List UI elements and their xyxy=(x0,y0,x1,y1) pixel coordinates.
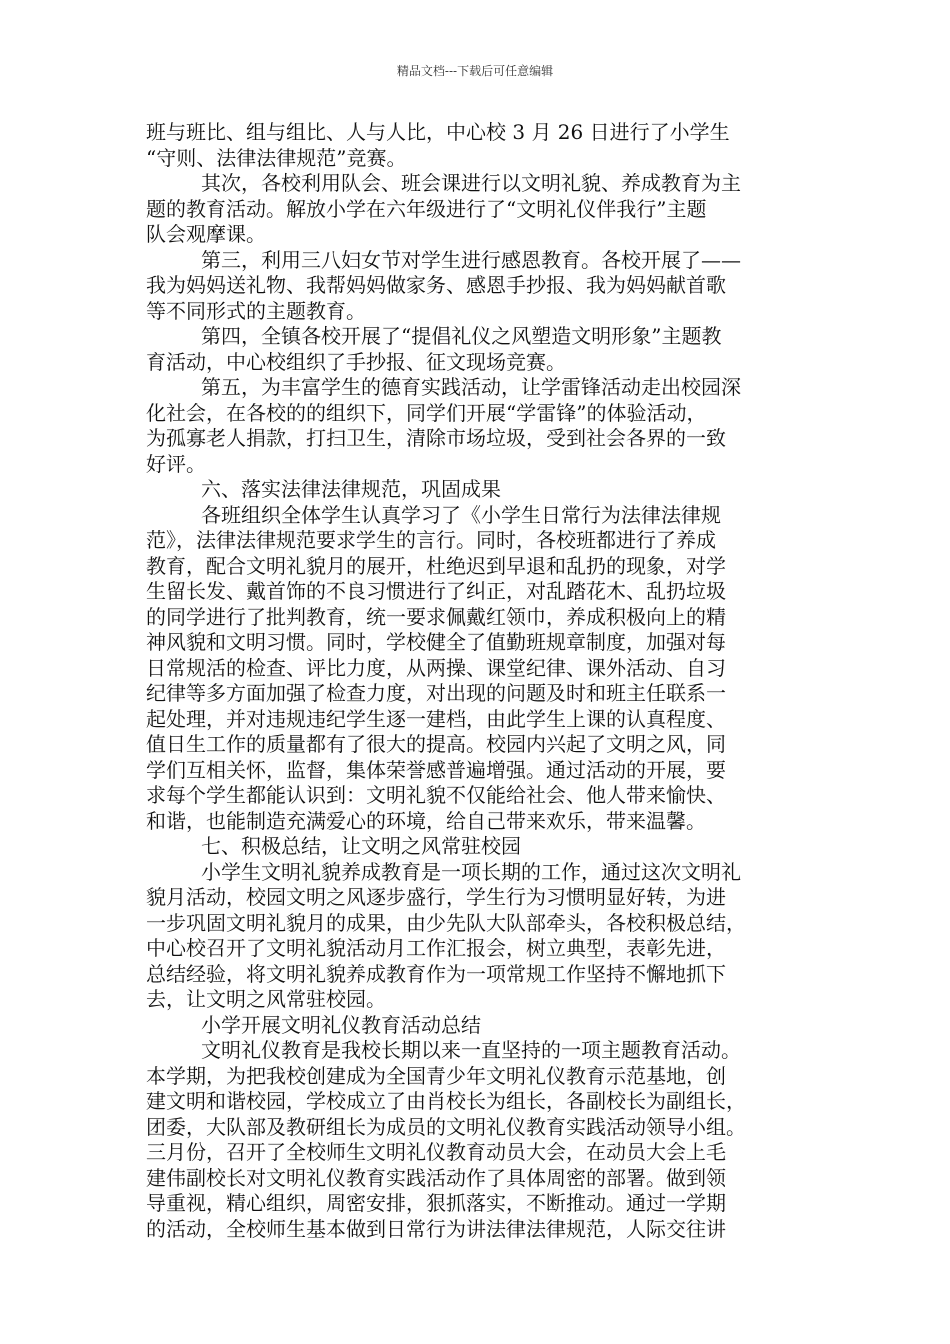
text-line: 育活动，中心校组织了手抄报、征文现场竞赛。 xyxy=(146,349,566,374)
text-line: 和谐，也能制造充满爱心的环境，给自己带来欢乐，带来温馨。 xyxy=(146,808,706,833)
text-line: 七、积极总结，让文明之风常驻校园 xyxy=(201,834,521,858)
text-line: 我为妈妈送礼物、我帮妈妈做家务、感恩手抄报、我为妈妈献首歌 xyxy=(146,273,726,297)
text-line: 队会观摩课。 xyxy=(146,222,266,246)
text-line: 貌月活动，校园文明之风逐步盛行，学生行为习惯明显好转，为进 xyxy=(146,885,726,909)
text-line: 第三，利用三八妇女节对学生进行感恩教育。各校开展了—— xyxy=(201,247,741,272)
text-line: 神风貌和文明习惯。同时，学校健全了值勤班规章制度，加强对每 xyxy=(146,630,726,654)
text-line: 为孤寡老人捐款，打扫卫生，清除市场垃圾，受到社会各界的一致 xyxy=(146,426,726,450)
text-line: 班与班比、组与组比、人与人比，中心校 3 月 26 日进行了小学生 xyxy=(146,120,730,144)
text-line: 一步巩固文明礼貌月的成果，由少先队大队部牵头，各校积极总结， xyxy=(146,910,746,935)
text-line: 其次，各校利用队会、班会课进行以文明礼貌、养成教育为主 xyxy=(201,171,741,195)
text-line: 团委，大队部及教研组长为成员的文明礼仪教育实践活动领导小组。 xyxy=(146,1114,746,1139)
text-line: 学们互相关怀，监督，集体荣誉感普遍增强。通过活动的开展，要 xyxy=(146,757,726,782)
text-line: 中心校召开了文明礼貌活动月工作汇报会，树立典型，表彰先进， xyxy=(146,936,726,960)
text-line: 生留长发、戴首饰的不良习惯进行了纠正，对乱踏花木、乱扔垃圾 xyxy=(146,579,726,603)
text-line: 等不同形式的主题教育。 xyxy=(146,298,366,323)
text-line: 起处理，并对违规违纪学生逐一建档，由此学生上课的认真程度、 xyxy=(146,706,726,731)
text-line: “守则、法律法律规范”竞赛。 xyxy=(146,145,407,170)
text-line: 本学期，为把我校创建成为全国青少年文明礼仪教育示范基地，创 xyxy=(146,1063,726,1088)
text-line: 导重视，精心组织，周密安排，狠抓落实，不断推动。通过一学期 xyxy=(146,1191,726,1215)
text-line: 的活动，全校师生基本做到日常行为讲法律法律规范，人际交往讲 xyxy=(146,1216,726,1241)
text-line: 去，让文明之风常驻校园。 xyxy=(146,987,386,1011)
text-line: 总结经验，将文明礼貌养成教育作为一项常规工作坚持不懈地抓下 xyxy=(146,961,726,986)
text-line: 日常规活的检查、评比力度，从两操、课堂纪律、课外活动、自习 xyxy=(146,655,726,680)
text-line: 六、落实法律法律规范，巩固成果 xyxy=(201,477,501,501)
text-line: 三月份，召开了全校师生文明礼仪教育动员大会，在动员大会上毛 xyxy=(146,1140,726,1164)
text-line: 小学生文明礼貌养成教育是一项长期的工作，通过这次文明礼 xyxy=(201,859,741,884)
text-line: 好评。 xyxy=(146,451,206,476)
document-body xyxy=(146,120,812,1242)
text-line: 范》，法律法律规范要求学生的言行。同时，各校班都进行了养成 xyxy=(146,528,716,552)
text-line: 文明礼仪教育是我校长期以来一直坚持的一项主题教育活动。 xyxy=(201,1038,741,1062)
text-line: 小学开展文明礼仪教育活动总结 xyxy=(201,1012,481,1037)
text-line: 求每个学生都能认识到：文明礼貌不仅能给社会、他人带来愉快、 xyxy=(146,783,726,807)
text-line: 第五，为丰富学生的德育实践活动，让学雷锋活动走出校园深 xyxy=(201,375,741,399)
text-line: 第四，全镇各校开展了“提倡礼仪之风塑造文明形象”主题教 xyxy=(201,324,722,348)
text-line: 化社会，在各校的的组织下，同学们开展“学雷锋”的体验活动， xyxy=(146,400,707,425)
text-line: 各班组织全体学生认真学习了《小学生日常行为法律法律规 xyxy=(201,502,721,527)
text-line: 建伟副校长对文明礼仪教育实践活动作了具体周密的部署。做到领 xyxy=(146,1165,726,1190)
text-line: 值日生工作的质量都有了很大的提高。校园内兴起了文明之风，同 xyxy=(146,732,726,756)
text-line: 题的教育活动。解放小学在六年级进行了“文明礼仪伴我行”主题 xyxy=(146,196,707,221)
text-line: 纪律等多方面加强了检查力度，对出现的问题及时和班主任联系一 xyxy=(146,681,726,705)
page-header: 精品文档---下载后可任意编辑 xyxy=(396,64,554,78)
text-line: 建文明和谐校园，学校成立了由肖校长为组长，各副校长为副组长， xyxy=(146,1089,746,1113)
text-line: 教育，配合文明礼貌月的展开，杜绝迟到早退和乱扔的现象，对学 xyxy=(146,553,726,578)
text-line: 的同学进行了批判教育，统一要求佩戴红领巾，养成积极向上的精 xyxy=(146,604,726,629)
